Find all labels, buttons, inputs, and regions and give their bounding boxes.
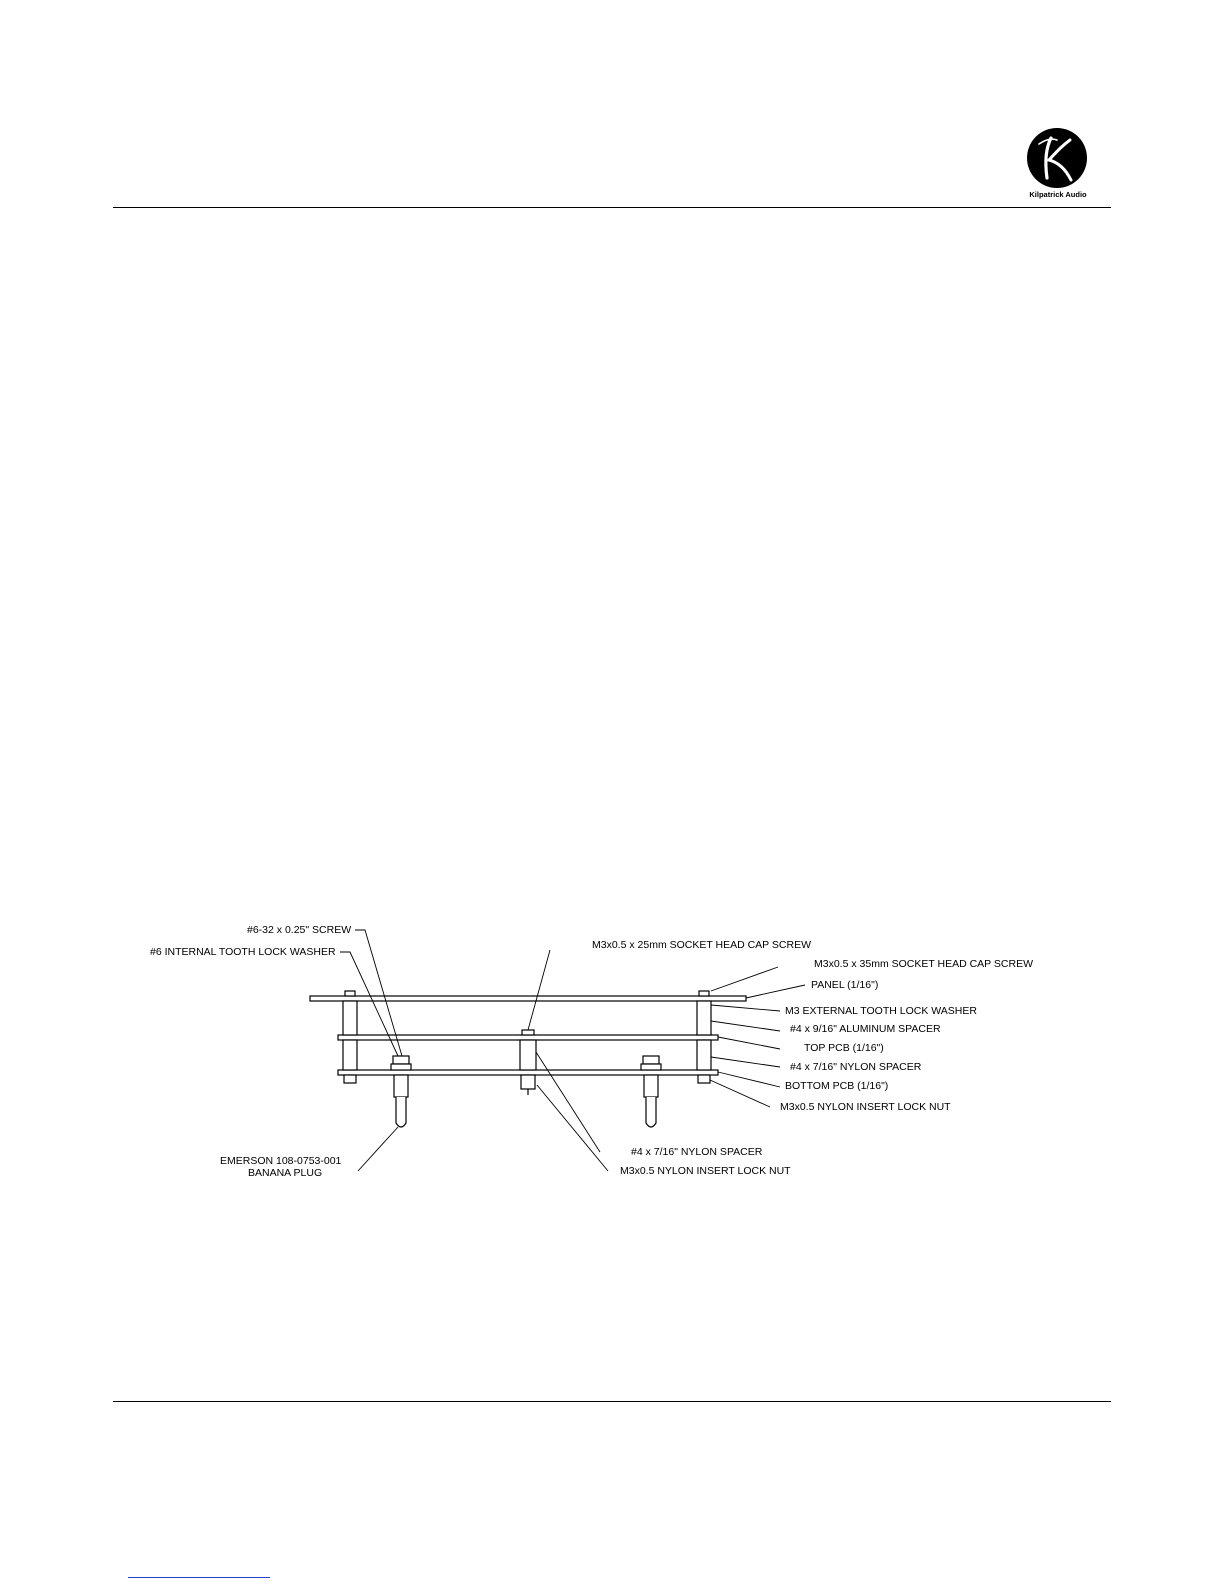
right-aluminum-spacer — [697, 1001, 711, 1035]
label-lock-nut-right: M3x0.5 NYLON INSERT LOCK NUT — [780, 1101, 951, 1113]
label-panel: PANEL (1/16") — [811, 979, 879, 991]
label-aluminum-spacer: #4 x 9/16" ALUMINUM SPACER — [790, 1023, 941, 1035]
right-nylon-spacer — [697, 1040, 711, 1070]
bottom-pcb-board — [338, 1070, 718, 1075]
banana-plug-tip — [396, 1097, 406, 1127]
banana-plug-tip-2 — [646, 1097, 656, 1127]
left-screw-head — [345, 991, 355, 996]
logo-wordmark: Kilpatrick Audio — [1029, 190, 1087, 199]
center-screw-head — [522, 1030, 534, 1035]
banana-washer-2 — [641, 1064, 661, 1070]
label-shcs-25mm: M3x0.5 x 25mm SOCKET HEAD CAP SCREW — [592, 939, 811, 951]
assembly-diagram — [140, 925, 1050, 1190]
header-rule — [113, 207, 1111, 208]
center-nylon-spacer — [520, 1040, 536, 1070]
center-lock-nut — [521, 1075, 535, 1089]
label-632-screw: #6-32 x 0.25" SCREW — [247, 925, 352, 936]
banana-washer — [391, 1064, 411, 1070]
top-pcb-board — [338, 1035, 718, 1040]
label-shcs-35mm: M3x0.5 x 35mm SOCKET HEAD CAP SCREW — [814, 958, 1033, 970]
right-lock-nut — [698, 1075, 710, 1083]
label-banana-line1: EMERSON 108-0753-001 — [220, 1155, 342, 1167]
right-screw-head — [699, 991, 709, 996]
left-nylon-spacer — [343, 1040, 357, 1070]
footer-link-underline[interactable] — [128, 1577, 270, 1578]
label-nylon-spacer-right: #4 x 7/16" NYLON SPACER — [790, 1061, 922, 1073]
label-m3-washer: M3 EXTERNAL TOOTH LOCK WASHER — [785, 1005, 977, 1017]
label-6-lock-washer: #6 INTERNAL TOOTH LOCK WASHER — [150, 946, 336, 958]
company-logo — [1016, 128, 1100, 202]
banana-plug-body-2 — [644, 1075, 658, 1097]
label-top-pcb: TOP PCB (1/16") — [804, 1042, 884, 1054]
footer-rule — [113, 1401, 1111, 1402]
left-aluminum-spacer — [343, 1001, 357, 1035]
banana-screw-head — [393, 1056, 409, 1064]
logo-monogram-icon — [1027, 128, 1087, 188]
panel-board — [310, 996, 746, 1001]
left-lock-nut — [344, 1075, 356, 1083]
banana-screw-head-2 — [643, 1056, 659, 1064]
label-banana-line2: BANANA PLUG — [248, 1167, 323, 1179]
label-nylon-spacer-center: #4 x 7/16" NYLON SPACER — [631, 1146, 763, 1158]
label-lock-nut-center: M3x0.5 NYLON INSERT LOCK NUT — [620, 1165, 791, 1177]
label-bottom-pcb: BOTTOM PCB (1/16") — [785, 1080, 889, 1092]
banana-plug-body — [394, 1075, 408, 1097]
